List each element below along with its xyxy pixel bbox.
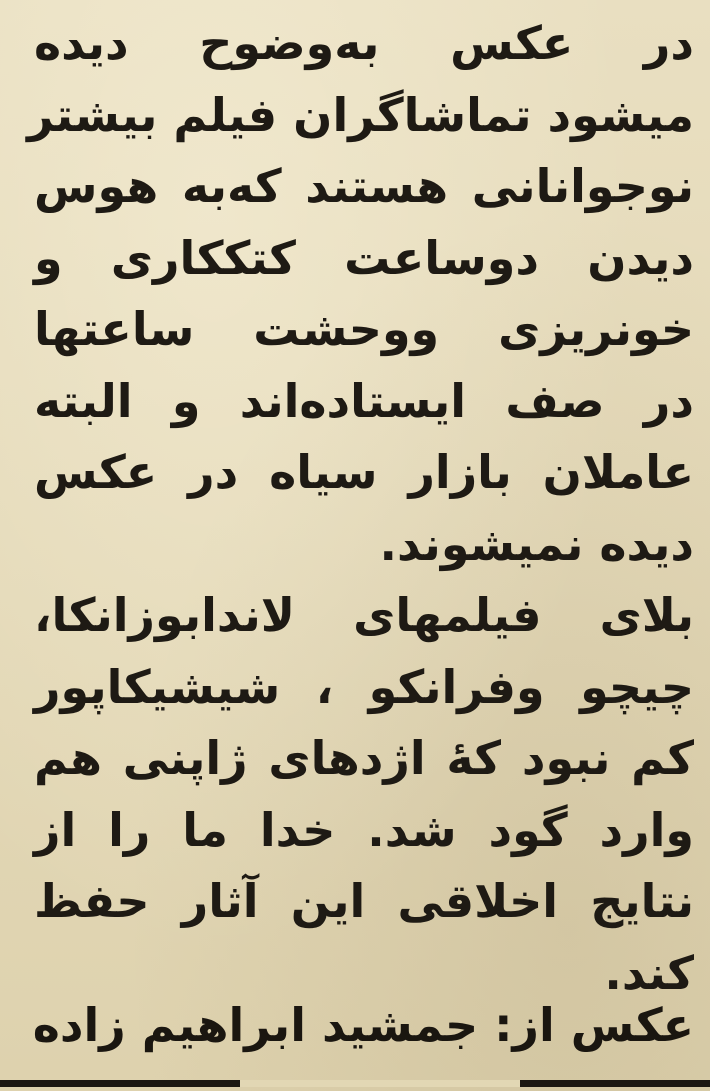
article-line: کند. bbox=[604, 945, 694, 1000]
article-line: نتایج اخلاقی این آثار حفظ bbox=[34, 874, 694, 928]
bottom-rule-gap bbox=[240, 1080, 520, 1087]
article-line: بلای فیلمهای لاندابوزانکا، bbox=[34, 588, 694, 642]
article-line: خونریزی ووحشت ساعتها bbox=[34, 302, 694, 356]
article-line: میشود تماشاگران فیلم بیشتر bbox=[27, 87, 694, 142]
article-line: کم نبود کهٔ اژدهای ژاپنی هم bbox=[34, 731, 694, 785]
article-line: وارد گود شد. خدا ما را از bbox=[34, 802, 694, 857]
photo-credit: عکس از: جمشید ابراهیم زاده bbox=[32, 998, 694, 1052]
article-line: چیچو وفرانکو ، شیشیکاپور bbox=[34, 659, 694, 714]
article-column bbox=[27, 8, 694, 1009]
article-line: عاملان بازار سیاه در عکس bbox=[34, 445, 694, 499]
article-line: دیدن دوساعت کتککاری و bbox=[34, 230, 694, 285]
article-line: در صف ایستادەاند و البته bbox=[34, 373, 694, 428]
article-line: نوجوانانی هستند کەبه هوس bbox=[34, 159, 694, 213]
article-line: دیده نمیشوند. bbox=[379, 516, 694, 571]
article-line: در عکس بەوضوح دیده bbox=[34, 16, 694, 70]
